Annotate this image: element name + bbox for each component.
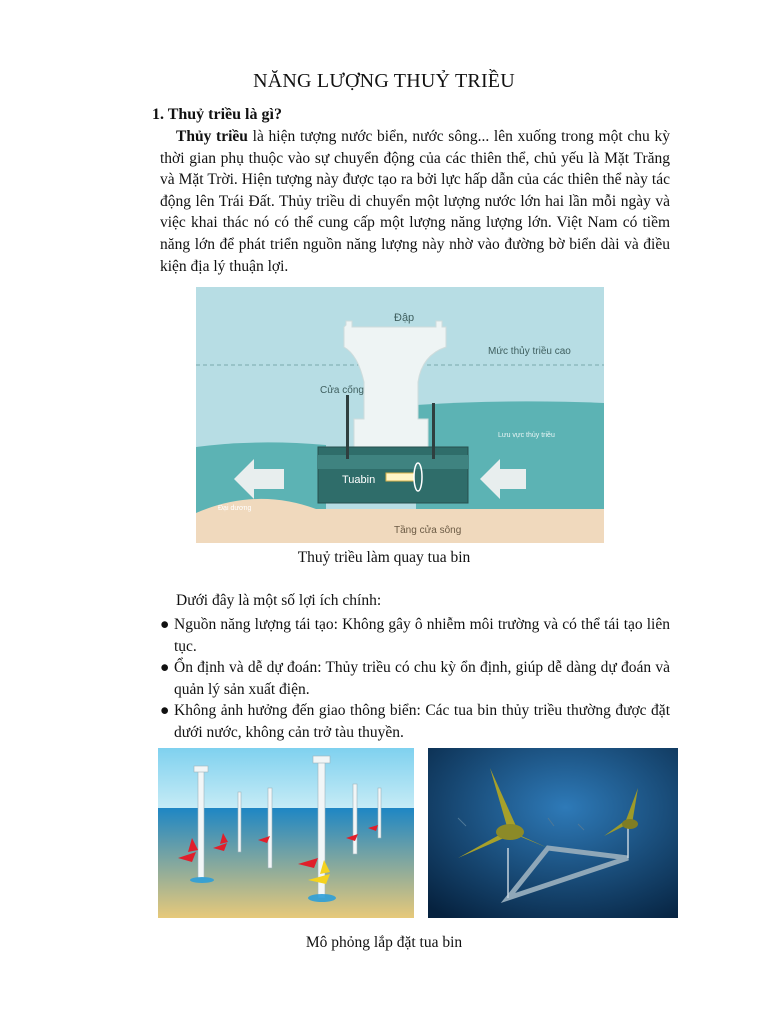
intro-paragraph bbox=[160, 126, 670, 277]
diagram-caption: Thuỷ triều làm quay tua bin bbox=[297, 549, 471, 566]
list-item: ● Ổn định và dễ dự đoán: Thủy triều có chu kỳ ổn định, giúp dễ dàng dự đoán và quản lý sản xuất điện. bbox=[160, 659, 670, 698]
sluice-gate-left bbox=[346, 395, 349, 459]
benefits-intro: Dưới đây là một số lợi ích chính: bbox=[176, 592, 382, 609]
photos-caption: Mô phỏng lắp đặt tua bin bbox=[305, 934, 463, 951]
turbine-hub bbox=[386, 473, 414, 481]
sluice-gate-right bbox=[432, 403, 435, 459]
label-basin: Lưu vực thủy triều bbox=[498, 432, 555, 439]
label-estuary: Tầng cửa sông bbox=[394, 525, 462, 536]
document-title: NĂNG LƯỢNG THUỶ TRIỀU bbox=[253, 70, 515, 92]
label-sluice: Cửa cống bbox=[320, 385, 364, 396]
label-turbine: Tuabin bbox=[342, 474, 376, 486]
bullet-icon: ● bbox=[160, 659, 170, 677]
benefits-list bbox=[160, 614, 670, 744]
section-heading: 1. Thuỷ triều là gì? bbox=[152, 106, 282, 123]
paragraph-body: là hiện tượng nước biển, nước sông... lên xuống trong một chu kỳ thời gian phụ thuộc vào sự chuyển động của các thiên thể, chủ yếu là Mặt Trăng và Mặt Trời. Hiện tượng này được tạo ra bởi lực hấp dẫn của các thiên thể này tác động lên Trái Đất. Thủy triều di chuyển một lượng nước lớn hai lần mỗi ngày và việc khai thác nó có thể cung cấp một lượng năng lượng lớn. Việt Nam có tiềm năng lớn để phát triển nguồn năng lượng này nhờ vào đường bờ biển dài và điều kiện địa lý thuận lợi. bbox=[160, 128, 670, 275]
underwater-turbine-image bbox=[428, 748, 678, 918]
bold-lead: Thủy triều bbox=[176, 128, 248, 145]
label-dam: Đập bbox=[394, 312, 415, 324]
bullet-icon: ● bbox=[160, 616, 170, 633]
label-high-tide: Mức thủy triều cao bbox=[488, 346, 571, 357]
tunnel-highlight bbox=[318, 455, 468, 469]
tidal-turbine-diagram bbox=[196, 287, 604, 543]
bullet-icon: ● bbox=[160, 702, 170, 720]
label-ocean: Đại dương bbox=[218, 505, 252, 512]
list-item: ● Không ảnh hưởng đến giao thông biển: Các tua bin thủy triều thường được đặt dưới nước, không cản trở tàu thuyền. bbox=[160, 702, 670, 741]
list-item: ● Nguồn năng lượng tái tạo: Không gây ô nhiễm môi trường và có thể tái tạo liên tục. bbox=[160, 616, 670, 655]
turbine-farm-image bbox=[158, 748, 414, 918]
